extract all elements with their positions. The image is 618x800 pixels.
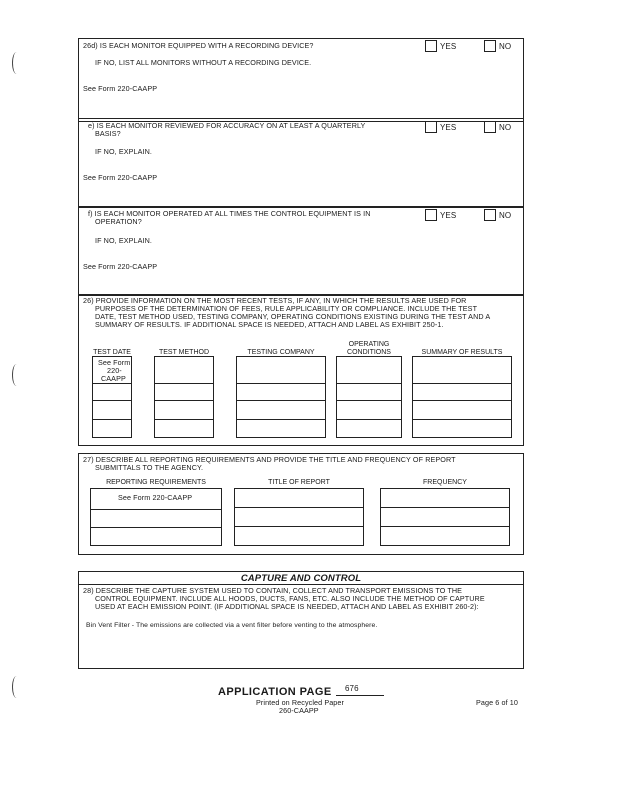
page-number-underline (336, 695, 384, 696)
question-26-line2: PURPOSES OF THE DETERMINATION OF FEES, RULE APPLICABILITY OR COMPLIANCE. INCLUDE THE TEST (95, 304, 478, 313)
header-conditions: CONDITIONS (347, 349, 391, 356)
test-cell-r4-c4[interactable] (336, 419, 402, 438)
question-26-line1: 26) PROVIDE INFORMATION ON THE MOST RECENT TESTS, IF ANY, IN WHICH THE RESULTS ARE USED FOR (83, 296, 467, 305)
question-28-line1: 28) DESCRIBE THE CAPTURE SYSTEM USED TO CONTAIN, COLLECT AND TRANSPORT EMISSIONS TO THE (83, 586, 463, 595)
question-27-line1: 27) DESCRIBE ALL REPORTING REQUIREMENTS AND PROVIDE THE TITLE AND FREQUENCY OF REPORT (83, 455, 456, 464)
test-cell-r3-c5[interactable] (412, 400, 512, 420)
question-28-line3: USED AT EACH EMISSION POINT. (IF ADDITIONAL SPACE IS NEEDED, ATTACH AND LABEL AS EXHIBIT 260-2): (95, 602, 479, 611)
no-checkbox-26e[interactable] (484, 121, 496, 133)
answer-26e: See Form 220-CAAPP (83, 173, 158, 182)
test-cell-note-line3: CAAPP (101, 374, 126, 383)
section-26e (78, 118, 524, 208)
no-checkbox-26d[interactable] (484, 40, 496, 52)
test-cell-r2-c2[interactable] (154, 383, 214, 401)
binding-mark-bottom (12, 676, 21, 698)
header-title-of-report: TITLE OF REPORT (268, 479, 330, 486)
application-page-label: APPLICATION PAGE (218, 686, 332, 698)
yes-label-26d: YES (440, 42, 457, 51)
header-testing-company: TESTING COMPANY (247, 349, 315, 356)
header-operating: OPERATING (348, 341, 390, 348)
test-cell-r1-c5[interactable] (412, 356, 512, 384)
binding-mark-middle (12, 364, 21, 386)
section-26d (78, 38, 524, 122)
yes-label-26e: YES (440, 123, 457, 132)
no-label-26f: NO (499, 211, 512, 220)
question-26-line4: SUMMARY OF RESULTS. IF ADDITIONAL SPACE IS NEEDED, ATTACH AND LABEL AS EXHIBIT 250-1. (95, 320, 444, 329)
yes-label-26f: YES (440, 211, 457, 220)
reporting-title-divider-2 (234, 526, 364, 527)
answer-26d: See Form 220-CAAPP (83, 84, 158, 93)
test-cell-note-line1: See Form (98, 358, 131, 367)
question-26-line3: DATE, TEST METHOD USED, TESTING COMPANY, OPERATING CONDITIONS EXISTING DURING THE TEST AND A (95, 312, 491, 321)
header-frequency: FREQUENCY (423, 479, 467, 486)
test-cell-r1-c4[interactable] (336, 356, 402, 384)
capture-title: CAPTURE AND CONTROL (240, 573, 362, 584)
no-label-26e: NO (499, 123, 512, 132)
yes-checkbox-26e[interactable] (425, 121, 437, 133)
section-26f (78, 206, 524, 296)
question-26f-line2: OPERATION? (95, 217, 142, 226)
question-26e-line1: e) IS EACH MONITOR REVIEWED FOR ACCURACY ON AT LEAST A QUARTERLY (88, 121, 366, 130)
test-cell-note-line2: 220- (107, 366, 122, 375)
header-summary-results: SUMMARY OF RESULTS (421, 349, 503, 356)
header-test-method: TEST METHOD (158, 349, 210, 356)
test-cell-r4-c5[interactable] (412, 419, 512, 438)
yes-checkbox-26d[interactable] (425, 40, 437, 52)
no-checkbox-26f[interactable] (484, 209, 496, 221)
reporting-frequency-divider-2 (380, 526, 510, 527)
form-number: 260-CAAPP (279, 706, 319, 715)
test-cell-r4-c3[interactable] (236, 419, 326, 438)
test-cell-r1-c3[interactable] (236, 356, 326, 384)
test-cell-r2-c1[interactable] (92, 383, 132, 401)
question-26d: 26d) IS EACH MONITOR EQUIPPED WITH A RECORDING DEVICE? (83, 41, 314, 50)
test-cell-r3-c1[interactable] (92, 400, 132, 420)
test-cell-r2-c5[interactable] (412, 383, 512, 401)
reporting-frequency-divider-1 (380, 507, 510, 508)
test-cell-r1-c2[interactable] (154, 356, 214, 384)
test-cell-r3-c4[interactable] (336, 400, 402, 420)
binding-mark-top (12, 52, 21, 74)
test-cell-r4-c1[interactable] (92, 419, 132, 438)
header-reporting-requirements: REPORTING REQUIREMENTS (106, 479, 206, 486)
sub-26d: IF NO, LIST ALL MONITORS WITHOUT A RECORDING DEVICE. (95, 58, 312, 67)
test-cell-r3-c2[interactable] (154, 400, 214, 420)
reporting-cell-r2-c1[interactable] (90, 509, 222, 528)
no-label-26d: NO (499, 42, 512, 51)
header-test-date: TEST DATE (93, 349, 131, 356)
printed-on-recycled-paper: Printed on Recycled Paper (256, 698, 344, 707)
answer-26f: See Form 220-CAAPP (83, 262, 158, 271)
question-28-line2: CONTROL EQUIPMENT. INCLUDE ALL HOODS, DUCTS, FANS, ETC. ALSO INCLUDE THE METHOD OF CAPTURE (95, 594, 485, 603)
sub-26e: IF NO, EXPLAIN. (95, 147, 153, 156)
test-cell-r3-c3[interactable] (236, 400, 326, 420)
test-cell-r4-c2[interactable] (154, 419, 214, 438)
question-26f-line1: f) IS EACH MONITOR OPERATED AT ALL TIMES THE CONTROL EQUIPMENT IS IN (88, 209, 371, 218)
question-26e-line2: BASIS? (95, 129, 121, 138)
sub-26f: IF NO, EXPLAIN. (95, 236, 153, 245)
reporting-cell-c2[interactable] (234, 488, 364, 546)
test-cell-r2-c3[interactable] (236, 383, 326, 401)
answer-28: Bin Vent Filter - The emissions are collected via a vent filter before venting to the atmosphere. (86, 622, 378, 629)
page-of: Page 6 of 10 (476, 698, 518, 707)
application-page-number: 676 (345, 684, 359, 693)
yes-checkbox-26f[interactable] (425, 209, 437, 221)
reporting-cell-r3-c1[interactable] (90, 527, 222, 546)
capture-title-divider (78, 584, 524, 585)
test-cell-r2-c4[interactable] (336, 383, 402, 401)
reporting-title-divider-1 (234, 507, 364, 508)
question-27-line2: SUBMITTALS TO THE AGENCY. (95, 463, 204, 472)
reporting-cell-note: See Form 220-CAAPP (118, 493, 193, 502)
reporting-cell-c3[interactable] (380, 488, 510, 546)
